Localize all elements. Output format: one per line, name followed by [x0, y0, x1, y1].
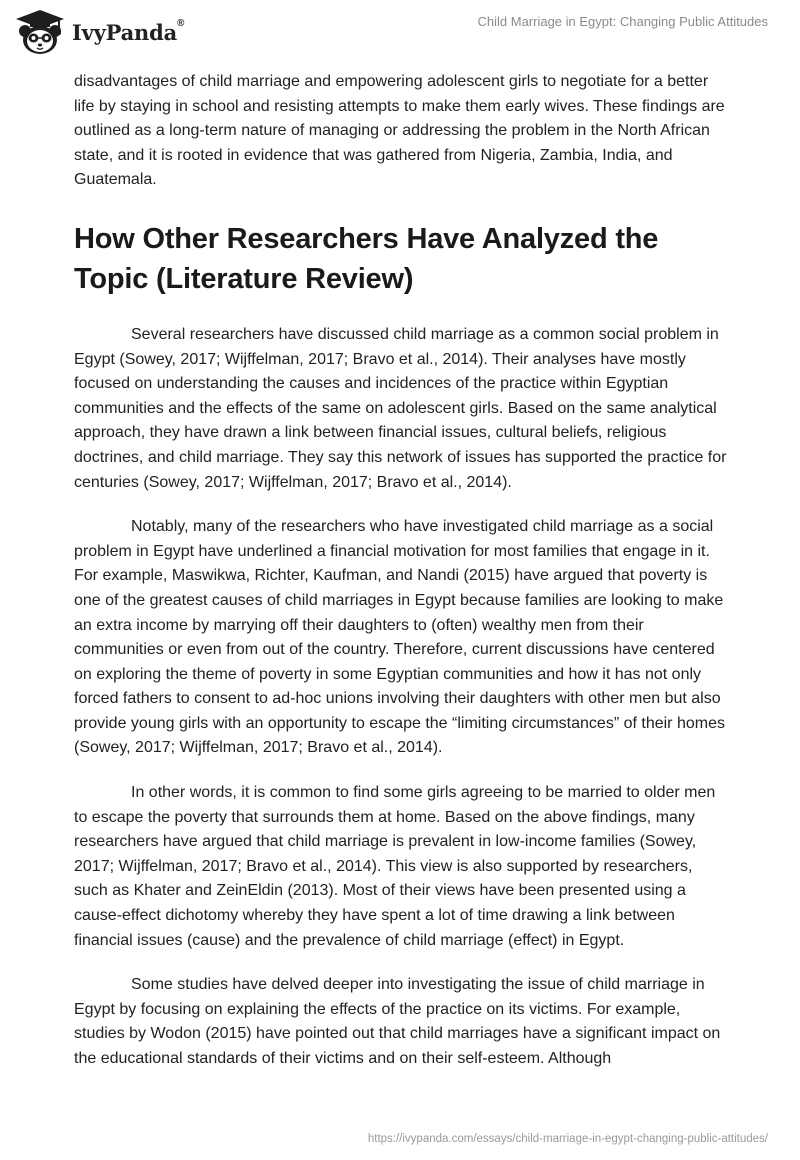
- section-heading: How Other Researchers Have Analyzed the Topic (Literature Review): [74, 222, 659, 295]
- essay-content: [74, 70, 728, 1072]
- body-paragraph: Some studies have delved deeper into investigating the issue of child marriage in Egypt by focusing on explaining the effects of the practice on its victims. For example, studies by Wodon (2015) have pointed out that child marriages have a significant impact on the educational standards of their victims and on their self-esteem. Although: [74, 976, 721, 1067]
- logo-name: IvyPanda: [72, 19, 178, 45]
- logo-wordmark: [72, 17, 185, 45]
- body-paragraph: Several researchers have discussed child marriage as a common social problem in Egypt (Sowey, 2017; Wijffelman, 2017; Bravo et al., 2014). Their analyses have mostly focused on understanding the causes and incidences of the practice within Egyptian communities and the effects of the same on adolescent girls. Based on the same analytical approach, they have drawn a link between financial issues, cultural beliefs, religious doctrines, and child marriage. They say this network of issues has supported the practice for centuries (Sowey, 2017; Wijffelman, 2017; Bravo et al., 2014).: [74, 325, 727, 491]
- intro-paragraph: disadvantages of child marriage and empowering adolescent girls to negotiate for a better life by staying in school and resisting attempts to make them early wives. These findings are outlined as a long-term nature of managing or addressing the problem in the North African state, and it is rooted in evidence that was gathered from Nigeria, Zambia, India, and Guatemala.: [74, 73, 725, 189]
- ivypanda-logo[interactable]: [14, 8, 184, 56]
- panda-graduate-icon: [14, 8, 66, 56]
- page-header: [0, 0, 800, 70]
- body-paragraph: In other words, it is common to find some girls agreeing to be married to older men to escape the poverty that surrounds them at home. Based on the above findings, many researchers have argued that child marriage is prevalent in low-income families (Sowey, 2017; Wijffelman, 2017; Bravo et al., 2014). This view is also supported by researchers, such as Khater and ZeinEldin (2013). Most of their views have been presented using a cause-effect dichotomy whereby they have spent a lot of time drawing a link between financial issues (cause) and the prevalence of child marriage (effect) in Egypt.: [74, 784, 716, 949]
- document-title: Child Marriage in Egypt: Changing Public Attitudes: [477, 14, 768, 29]
- body-paragraph: Notably, many of the researchers who have investigated child marriage as a social problem in Egypt have underlined a financial motivation for most families that engage in it. For example, Maswikwa, Richter, Kaufman, and Nandi (2015) have argued that poverty is one of the greatest causes of child marriages in Egypt because families are looking to make an extra income by marrying off their daughters to (often) wealthy men from their communities or even from out of the country. Therefore, current discussions have centered on exploring the theme of poverty in some Egyptian communities and how it has not only forced fathers to consent to ad-hoc unions involving their daughters with other men but also provide young girls with an opportunity to escape the “limiting circumstances” of their homes (Sowey, 2017; Wijffelman, 2017; Bravo et al., 2014).: [74, 518, 725, 757]
- source-url-link[interactable]: https://ivypanda.com/essays/child-marriage-in-egypt-changing-public-attitudes/: [367, 1133, 768, 1145]
- registered-mark: ®: [177, 17, 185, 29]
